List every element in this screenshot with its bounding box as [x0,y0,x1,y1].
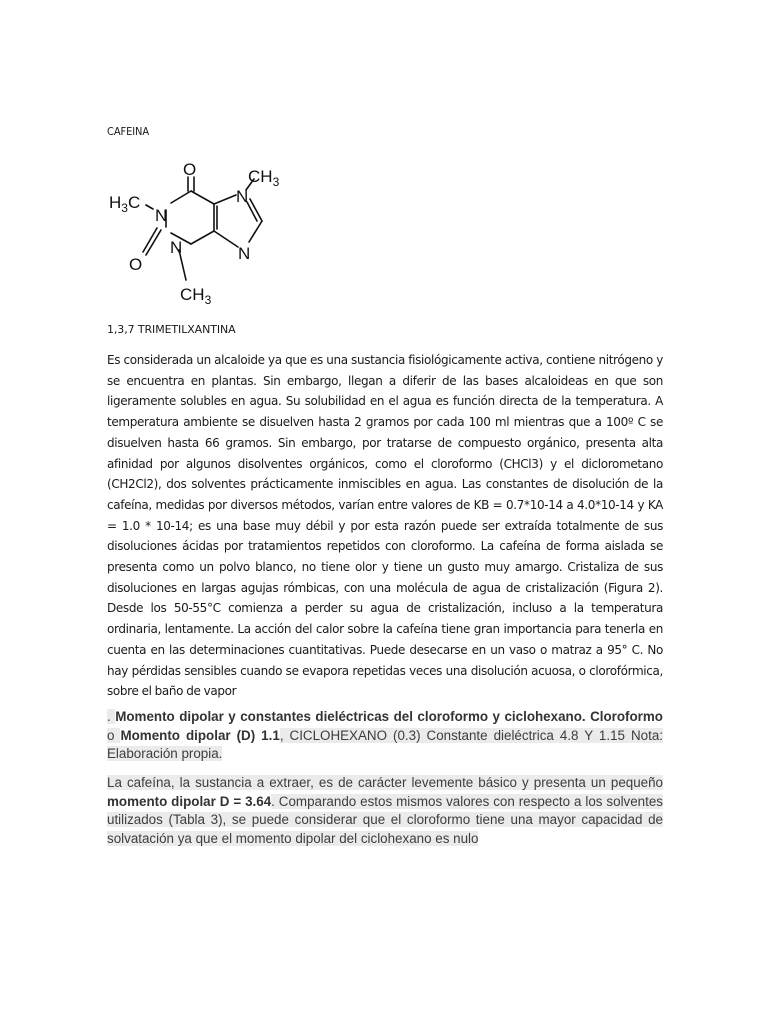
table-note-rest: , CICLOHEXANO (0.3) Constante dieléctrica 4.8 Y 1.15 Nota: Elaboración propia. [107,727,663,761]
caffeine-structure-diagram [104,155,294,310]
body-paragraph: Es considerada un alcaloide ya que es una sustancia fisiológicamente activa, contiene nitrógeno y se encuentra en plantas. Sin embargo, llegan a diferir de las bases alcaloideas en que son ligeramente solubles en agua. Su solubilidad en el agua es función directa de la temperatura. A temperatura ambiente se disuelven hasta 2 gramos por cada 100 ml mientras que a 100º C se disuelven hasta 66 gramos. Sin embargo, por tratarse de compuesto orgánico, presenta alta afinidad por algunos disolventes orgánicos, como el cloroformo (CHCl3) y el diclorometano (CH2Cl2), dos solventes prácticamente inmiscibles en agua. Las constantes de disolución de la cafeína, medidas por diversos métodos, varían entre valores de KB = 0.7*10-14 a 4.0*10-14 y KA = 1.0 * 10-14; es una base muy débil y por esta razón puede ser extraída totalmente de sus disoluciones ácidas por tratamientos repetidos con cloroformo. La cafeína de forma aislada se presenta como un polvo blanco, no tiene olor y tiene un gusto muy amargo. Cristaliza de sus disoluciones en largas agujas rómbicas, con una molécula de agua de cristalización (Figura 2). Desde los 50-55°C comienza a perder su agua de cristalización, incluso a la temperatura ordinaria, lentamente. La acción del calor sobre la cafeína tiene gran importancia para tenerla en cuenta en las determinaciones cuantitativas. Puede desecarse en un vaso o matraz a 95° C. No hay pérdidas sensibles cuando se evapora repetidas veces una disolución acuosa, o clorofórmica, sobre el baño de vapor [107,353,663,699]
atom-ch3-bottom-label: CH [180,285,205,304]
atom-ch3-top-subscript: 3 [272,175,280,189]
second-paragraph-part2: . Comparando estos mismos valores con respecto a los solventes utilizados (Tabla 3), se puede considerar que el cloroformo tiene una mayor capacidad de solvatación ya que el momento dipolar del ciclohexano es nulo [107,793,663,846]
atom-n9: N [238,244,251,263]
atom-o-top: O [183,160,197,179]
atom-h3c-left-h: H [109,193,122,212]
atom-h3c-left [109,193,140,215]
table-note-bold-dipole: Momento dipolar (D) 1.1 [120,727,280,743]
atom-n3: N [170,238,183,257]
table-note-bold-title: Momento dipolar y constantes dieléctricas del cloroformo y ciclohexano. Cloroformo [115,709,663,724]
atom-ch3-bottom-subscript: 3 [204,293,212,307]
atom-ch3-bottom [180,285,212,307]
atom-o-bottom: O [129,255,143,274]
table-note-lead: . [107,709,116,724]
atom-n1: N [155,206,168,225]
atom-ch3-top [248,167,280,189]
atom-h3c-left-c: C [127,193,141,212]
document-title: CAFEINA [107,125,150,138]
second-paragraph-part1: La cafeína, la sustancia a extraer, es de carácter levemente básico y presenta un pequeño [107,775,663,790]
second-paragraph [107,774,663,848]
atom-ch3-top-label: CH [248,167,273,186]
atom-n7: N [236,187,249,206]
second-paragraph-bold: momento dipolar D = 3.64 [107,793,272,809]
document-subtitle: 1,3,7 TRIMETILXANTINA [107,323,236,336]
atom-h3c-left-subscript: 3 [121,201,128,215]
table-note-connector: o [107,727,121,743]
table-note [107,708,663,764]
